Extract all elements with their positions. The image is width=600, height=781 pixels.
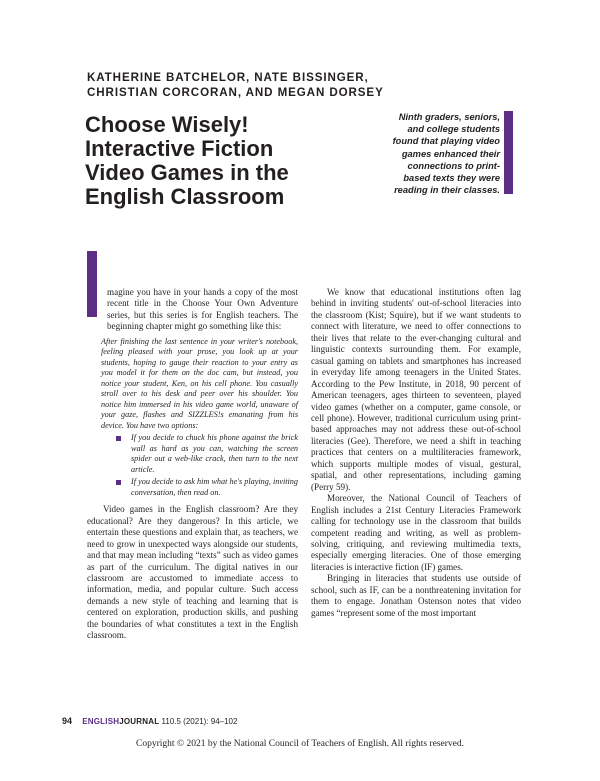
pull-quote	[358, 111, 500, 196]
author-line: CHRISTIAN CORCORAN, AND MEGAN DORSEY	[87, 86, 384, 99]
pull-quote-line: games enhanced their	[401, 148, 500, 159]
pull-quote-line: and college students	[407, 124, 500, 135]
story-excerpt	[101, 337, 298, 499]
option-text: If you decide to ask him what he's playing, inviting conversation, then read on.	[131, 477, 298, 497]
title-line: Video Games in the	[85, 160, 289, 185]
body-paragraph: Video games in the English classroom? Are they educational? Are they dangerous? In this article, we entertain these questions and explain that, as teachers, we need to grow in unexpected ways alongside our students, and that may mean including “texts” such as video games as part of the curriculum. The digital natives in our classroom are accustomed to immediate access to information, media, and popular culture. Such access demands a new style of teaching and learning that is centered on exploration, production skills, and pushing the boundaries of what constitutes a text in the English classroom.	[87, 504, 298, 641]
body-paragraph: Bringing in literacies that students use outside of school, such as IF, can be a nonthreatening invitation for them to engage. Jonathan Ostenson notes that video games “represent some of the most important	[311, 573, 521, 618]
option-item	[113, 433, 298, 475]
journal-name-journal: JOURNAL	[119, 717, 160, 726]
running-footer	[62, 716, 237, 726]
square-bullet-icon	[116, 480, 121, 485]
option-text: If you decide to chuck his phone against the brick wall as hard as you can, watching the screen spider out a web-like crack, then turn to the next article.	[131, 433, 298, 474]
author-byline	[87, 70, 417, 100]
square-bullet-icon	[116, 436, 121, 441]
pull-quote-line: reading in their classes.	[394, 185, 500, 196]
article-title	[85, 113, 355, 209]
author-line: KATHERINE BATCHELOR, NATE BISSINGER,	[87, 71, 369, 84]
title-line: Interactive Fiction	[85, 136, 274, 161]
journal-name-english: ENGLISH	[82, 717, 120, 726]
title-line: English Classroom	[85, 184, 285, 209]
copyright-notice: Copyright © 2021 by the National Council of Teachers of English. All rights reserved.	[135, 739, 464, 749]
journal-citation: 110.5 (2021): 94–102	[161, 717, 238, 726]
journal-name	[82, 717, 159, 726]
body-paragraph: We know that educational institutions often lag behind in inviting students' out-of-school literacies into the classroom (Kist; Squire), but if we want students to connect with literature, we need to offer connections to their lives that relate to the ever-changing cultural and linguistic contexts surrounding them. For example, casual gaming on tablets and smartphones has increased in everyday life among teenagers in the United States. According to the Pew Institute, in 2018, 90 percent of American teenagers, ages thirteen to seventeen, played video games (whether on a computer, game console, or cell phone). However, traditional curriculum using print-based approaches may not address these out-of-school literacies (Gee). Therefore, we need a shift in teaching practices that centers on a multiliteracies framework, which supports multiple modes of visual, gestural, spatial, and other representations, including gaming (Perry 59).	[311, 287, 521, 492]
body-paragraph: Moreover, the National Council of Teachers of English includes a 21st Century Literacies Framework calling for technology use in the classroom that builds competent reading and writing, as well as problem-solving, critiquing, and reviewing multimedia texts, especially emerging literacies. One of those emerging literacies is interactive fiction (IF) games.	[311, 493, 521, 572]
excerpt-text: After finishing the last sentence in your writer's notebook, feeling pleased with your prose, you look up at your students, hoping to gauge their reaction to your entry as you model it for them on the doc cam, but instead, you notice your student, Ken, on his cell phone. You casually stroll over to his desk and peer over his shoulder. You notice him immersed in his video game world, unaware of your gaze, flashes and SIZZLES!s emanating from his device. You have two options:	[101, 336, 298, 430]
body-column-left	[87, 287, 298, 642]
page-number: 94	[62, 716, 73, 726]
pull-quote-accent-bar	[504, 111, 513, 194]
option-item	[113, 477, 298, 498]
pull-quote-line: Ninth graders, seniors,	[398, 112, 500, 122]
intro-paragraph: magine you have in your hands a copy of the most recent title in the Choose Your Own Adventure series, but this series is for English teachers. The beginning chapter might go something like this:	[107, 287, 298, 332]
body-column-right	[311, 287, 521, 619]
pull-quote-line: found that playing video	[392, 136, 500, 147]
pull-quote-line: based texts they were	[403, 173, 500, 184]
pull-quote-line: connections to print-	[407, 160, 500, 171]
title-line: Choose Wisely!	[85, 112, 249, 137]
